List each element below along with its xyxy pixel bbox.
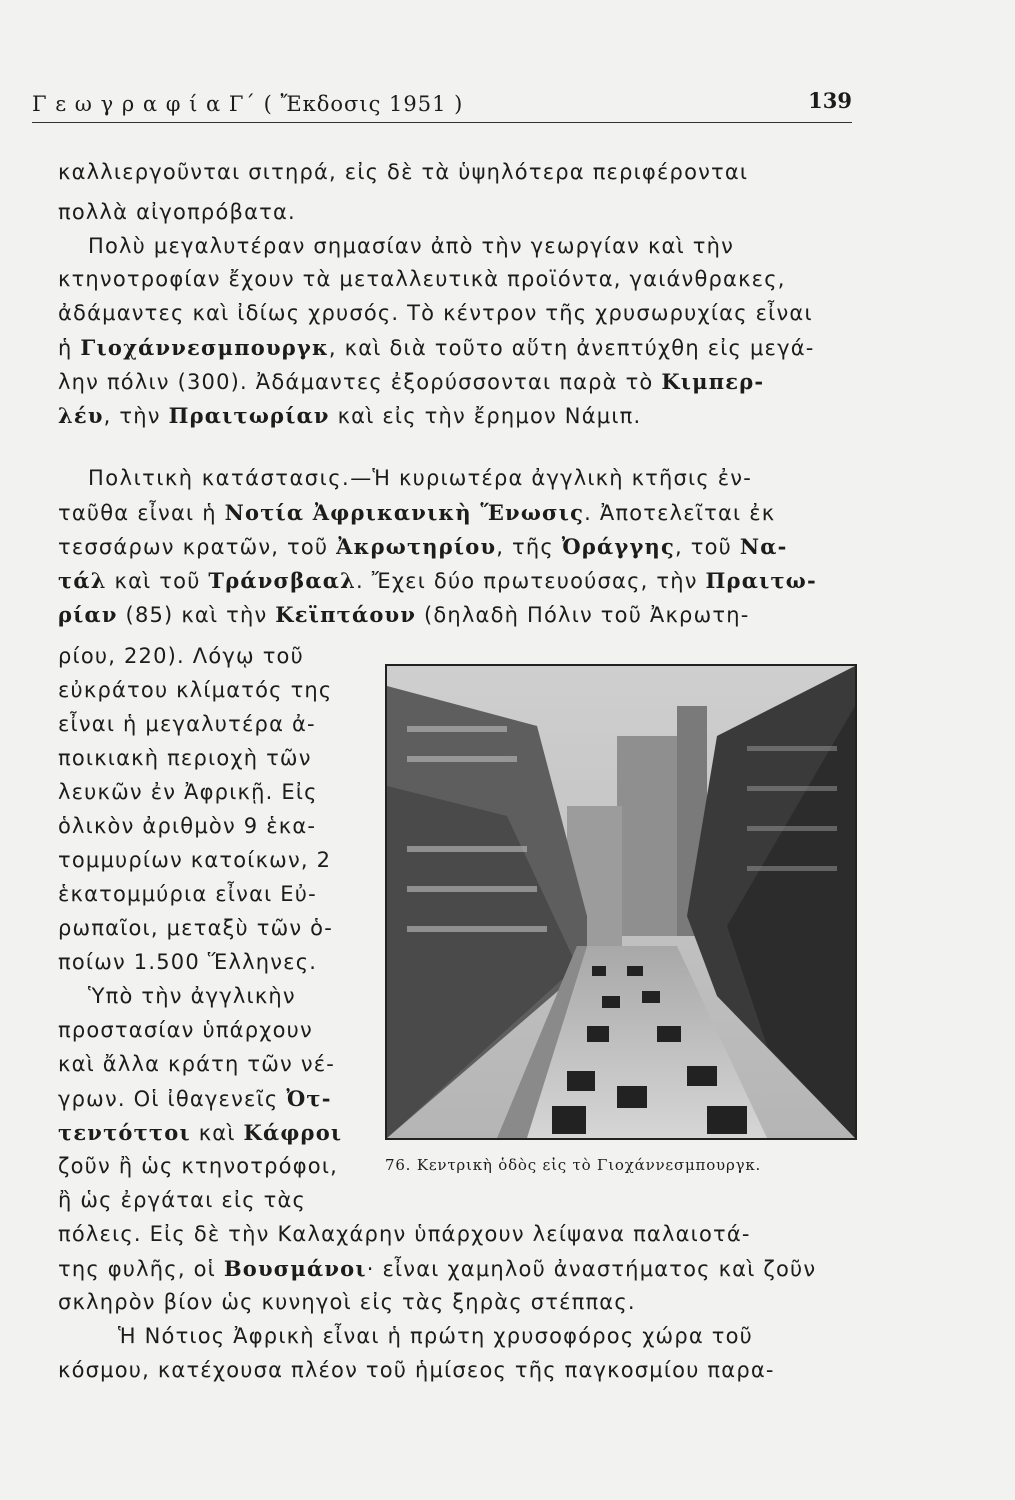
text-line: εἶναι ἡ μεγαλυτέρα ἀ-: [58, 712, 316, 736]
place-name: Ὀράγγης: [561, 534, 675, 559]
text-line: πολλὰ αἰγοπρόβατα.: [58, 200, 296, 224]
text-line: ρίαν (85) καὶ τὴν Κεϊπτάουν (δηλαδὴ Πόλιν τοῦ Ἀκρωτη-: [58, 602, 750, 627]
text-line: ρωπαῖοι, μεταξὺ τῶν ὁ-: [58, 916, 334, 940]
text-line: Ὑπὸ τὴν ἀγγλικὴν: [88, 984, 296, 1008]
text-line: πόλεις. Εἰς δὲ τὴν Καλαχάρην ὑπάρχουν λείψανα παλαιοτά-: [58, 1222, 751, 1246]
people-name: Κάφροι: [243, 1120, 343, 1145]
text-line: λέυ, τὴν Πραιτωρίαν καὶ εἰς τὴν ἔρημον Νάμιπ.: [58, 403, 642, 428]
text-line: κόσμου, κατέχουσα πλέον τοῦ ἡμίσεος τῆς παγκοσμίου παρα-: [58, 1358, 775, 1382]
text-line: ταῦθα εἶναι ἡ Νοτία Ἀφρικανικὴ Ἕνωσις. Ἀποτελεῖται ἐκ: [58, 500, 776, 525]
text-line: ἢ ὡς ἐργάται εἰς τὰς: [58, 1188, 307, 1212]
street-photo-illustration: [387, 666, 855, 1138]
place-name: Νοτία Ἀφρικανικὴ Ἕνωσις: [224, 500, 585, 525]
text-line: ἀδάμαντες καὶ ἰδίως χρυσός. Τὸ κέντρον τῆς χρυσωρυχίας εἶναι: [58, 301, 813, 325]
text-line: τάλ καὶ τοῦ Τράνσβααλ. Ἔχει δύο πρωτευούσας, τὴν Πραιτω-: [58, 568, 817, 593]
text-line: προστασίαν ὑπάρχουν: [58, 1018, 313, 1042]
figure-caption: 76. Κεντρικὴ ὁδὸς εἰς τὸ Γιοχάννεσμπουργκ.: [385, 1156, 762, 1174]
text-line: γρων. Οἱ ἰθαγενεῖς Ὀτ-: [58, 1086, 332, 1111]
text-line: τομμυρίων κατοίκων, 2: [58, 848, 332, 872]
text-line: κτηνοτροφίαν ἔχουν τὰ μεταλλευτικὰ προϊόντα, γαιάνθρακες,: [58, 267, 786, 291]
text-line: λην πόλιν (300). Ἀδάμαντες ἐξορύσσονται παρὰ τὸ Κιμπερ-: [58, 369, 765, 394]
text-line: εὐκράτου κλίματός της: [58, 678, 333, 702]
place-name: Πραιτω-: [705, 568, 817, 593]
text-line: ζοῦν ἢ ὡς κτηνοτρόφοι,: [58, 1154, 339, 1178]
text-line: Ἡ Νότιος Ἀφρικὴ εἶναι ἡ πρώτη χρυσοφόρος χώρα τοῦ: [118, 1324, 754, 1348]
people-name: τεντόττοι: [58, 1120, 191, 1145]
place-name: Ἀκρωτηρίου: [336, 534, 497, 559]
text-line: ρίου, 220). Λόγῳ τοῦ: [58, 644, 304, 668]
place-name: Πραιτωρίαν: [168, 403, 330, 428]
place-name: λέυ: [58, 403, 104, 428]
section-heading: Πολιτικὴ κατάστασις.: [88, 466, 351, 490]
people-name: Ὀτ-: [286, 1086, 332, 1111]
place-name: Κεϊπτάουν: [275, 602, 417, 627]
place-name: Γιοχάννεσμπουργκ: [80, 335, 329, 360]
page-number: 139: [808, 88, 852, 113]
place-name: Να-: [739, 534, 788, 559]
running-title: Γ ε ω γ ρ α φ ί α Γ΄ ( Ἔκδοσις 1951 ): [32, 92, 464, 116]
text-line: σκληρὸν βίον ὡς κυνηγοὶ εἰς τὰς ξηρὰς στέππας.: [58, 1290, 636, 1314]
page-header: [32, 86, 852, 123]
text-line: καὶ ἄλλα κράτη τῶν νέ-: [58, 1052, 336, 1076]
text-line: ποίων 1.500 Ἕλληνες.: [58, 950, 318, 974]
text-line: ποικιακὴ περιοχὴ τῶν: [58, 746, 312, 770]
text-line: ὁλικὸν ἀριθμὸν 9 ἑκα-: [58, 814, 317, 838]
text-line: Πολιτικὴ κατάστασις.—Ἡ κυριωτέρα ἀγγλικὴ κτῆσις ἐν-: [88, 466, 753, 490]
place-name: Τράνσβααλ: [208, 568, 357, 593]
text-line: τεσσάρων κρατῶν, τοῦ Ἀκρωτηρίου, τῆς Ὀράγγης, τοῦ Να-: [58, 534, 788, 559]
text-line: ἡ Γιοχάννεσμπουργκ, καὶ διὰ τοῦτο αὕτη ἀνεπτύχθη εἰς μεγά-: [58, 335, 815, 360]
people-name: Βουσμάνοι: [223, 1256, 367, 1281]
place-name: Κιμπερ-: [661, 369, 765, 394]
street-photo: [385, 664, 857, 1140]
text-line: καλλιεργοῦνται σιτηρά, εἰς δὲ τὰ ὑψηλότερα περιφέρονται: [58, 160, 749, 184]
text-line: λευκῶν ἐν Ἀφρικῇ. Εἰς: [58, 780, 318, 804]
place-name: ρίαν: [58, 602, 118, 627]
text-line: της φυλῆς, οἱ Βουσμάνοι· εἶναι χαμηλοῦ ἀναστήματος καὶ ζοῦν: [58, 1256, 817, 1281]
place-name: τάλ: [58, 568, 107, 593]
text-line: ἑκατομμύρια εἶναι Εὐ-: [58, 882, 317, 906]
text-line: Πολὺ μεγαλυτέραν σημασίαν ἀπὸ τὴν γεωργίαν καὶ τὴν: [88, 234, 735, 258]
text-line: τεντόττοι καὶ Κάφροι: [58, 1120, 343, 1145]
